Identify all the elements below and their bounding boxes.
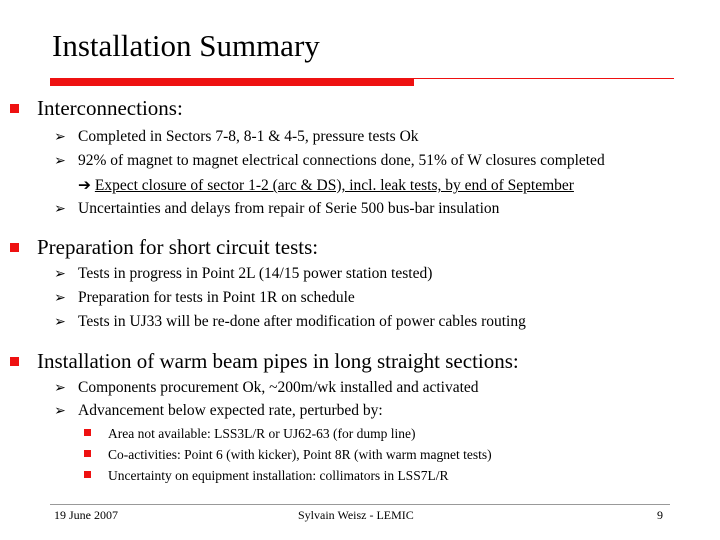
section-short-circuit-tests <box>10 235 318 260</box>
square-bullet-icon <box>84 450 91 457</box>
arrowhead-bullet-icon: ➢ <box>54 154 66 169</box>
list-item: ➢ Tests in progress in Point 2L (14/15 power station tested) <box>52 265 432 283</box>
continuation-text: Expect closure of sector 1-2 (arc & DS), incl. leak tests, by end of September <box>94 177 574 194</box>
arrowhead-bullet-icon: ➢ <box>54 202 66 217</box>
square-bullet-icon <box>10 243 19 252</box>
section-heading: Preparation for short circuit tests: <box>37 235 319 259</box>
title-underline-thick <box>50 78 414 86</box>
arrow-right-icon: ➔ <box>78 177 91 194</box>
section-heading: Installation of warm beam pipes in long straight sections: <box>37 349 519 373</box>
list-item: ➢ Uncertainties and delays from repair of Serie 500 bus-bar insulation <box>52 200 499 218</box>
sub-list-item: Co-activities: Point 6 (with kicker), Point 8R (with warm magnet tests) <box>84 447 492 463</box>
footer-divider <box>50 504 670 505</box>
arrowhead-bullet-icon: ➢ <box>54 381 66 396</box>
title-underline-thin <box>414 78 674 79</box>
list-item: ➢ 92% of magnet to magnet electrical connections done, 51% of W closures completed <box>52 152 605 170</box>
list-item: ➢ Completed in Sectors 7-8, 8-1 & 4-5, pressure tests Ok <box>52 128 419 146</box>
square-bullet-icon <box>10 357 19 366</box>
square-bullet-icon <box>84 471 91 478</box>
page-number: 9 <box>657 508 663 522</box>
square-bullet-icon <box>84 429 91 436</box>
list-item: ➢ Preparation for tests in Point 1R on schedule <box>52 289 355 307</box>
section-heading: Interconnections: <box>37 96 183 120</box>
arrowhead-bullet-icon: ➢ <box>54 404 66 419</box>
list-item: ➢ Tests in UJ33 will be re-done after modification of power cables routing <box>52 313 526 331</box>
arrowhead-bullet-icon: ➢ <box>54 130 66 145</box>
slide-title: Installation Summary <box>52 28 320 63</box>
list-item: ➢ Components procurement Ok, ~200m/wk installed and activated <box>52 379 479 397</box>
arrowhead-bullet-icon: ➢ <box>54 291 66 306</box>
continuation-line <box>78 176 574 195</box>
list-item: ➢ Advancement below expected rate, perturbed by: <box>52 402 383 420</box>
footer-date: 19 June 2007 <box>54 508 118 522</box>
section-warm-beam-pipes <box>10 349 519 374</box>
section-interconnections <box>10 96 183 121</box>
sub-list-item: Area not available: LSS3L/R or UJ62-63 (for dump line) <box>84 426 415 442</box>
arrowhead-bullet-icon: ➢ <box>54 315 66 330</box>
square-bullet-icon <box>10 104 19 113</box>
footer-author: Sylvain Weisz - LEMIC <box>298 508 414 522</box>
arrowhead-bullet-icon: ➢ <box>54 267 66 282</box>
sub-list-item: Uncertainty on equipment installation: collimators in LSS7L/R <box>84 468 448 484</box>
